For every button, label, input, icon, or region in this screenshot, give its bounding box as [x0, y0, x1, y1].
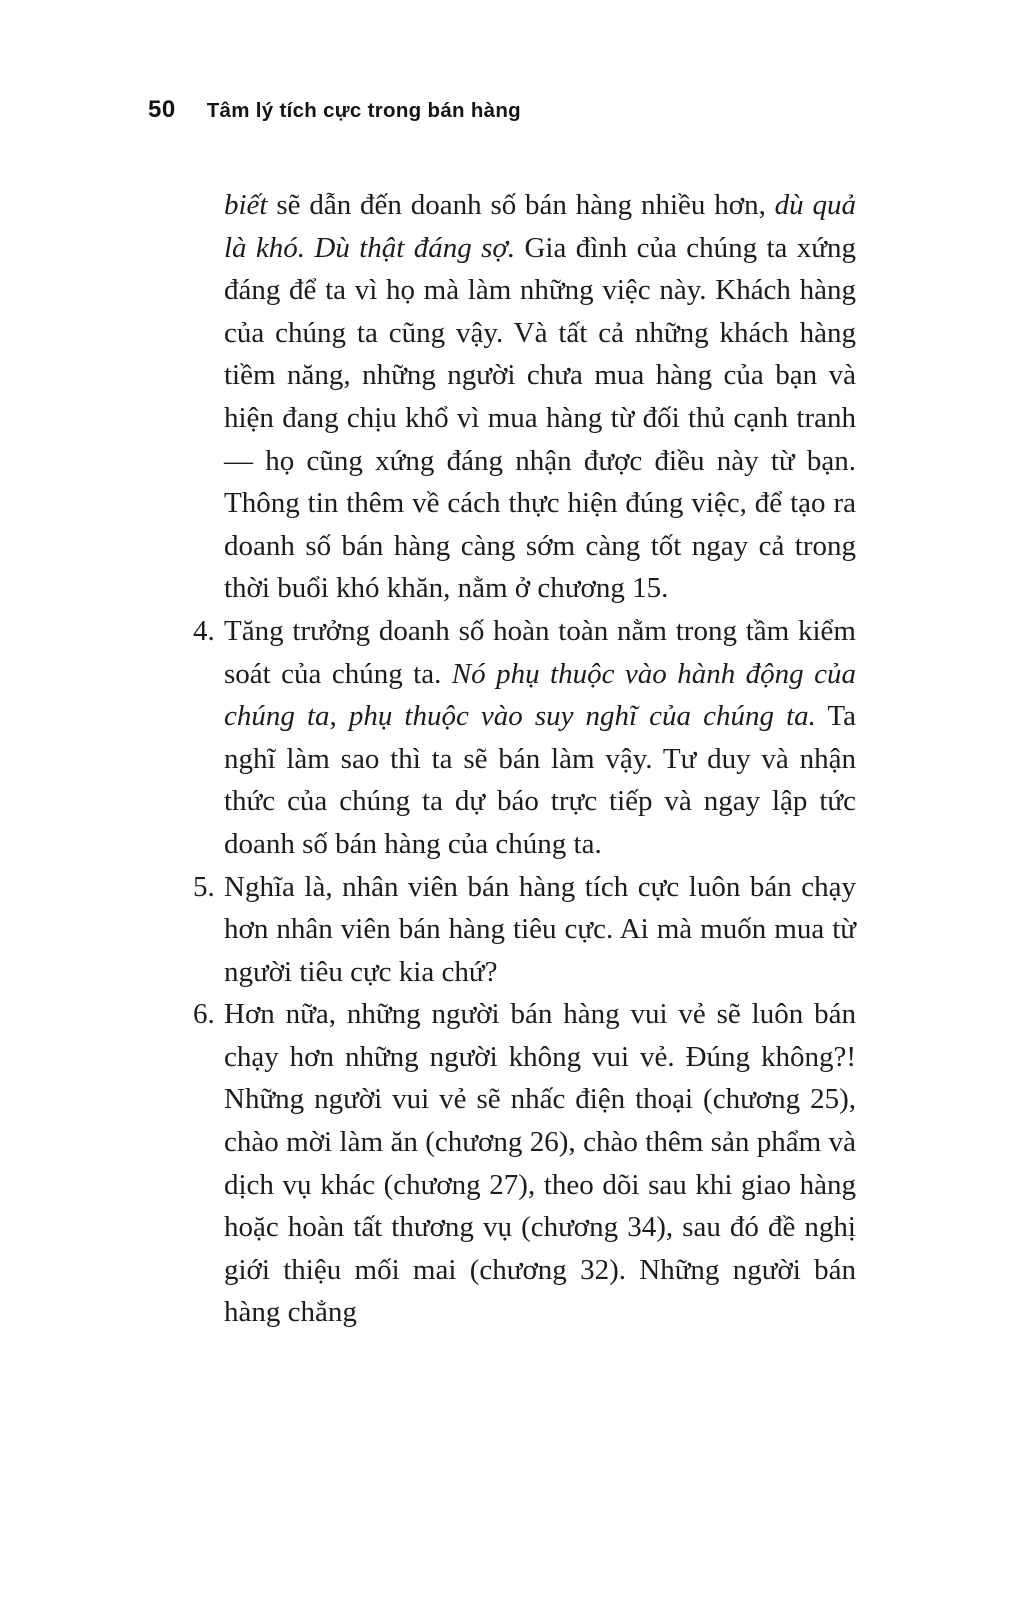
- list-number: 4.: [193, 614, 215, 647]
- paragraph-continuation: [193, 184, 856, 610]
- text-segment: Gia đình của chúng ta xứng đáng để ta vì họ mà làm những việc này. Khách hàng của chúng ta cũng vậy. Và tất cả những khách hàng tiềm năng, những người chưa mua hàng của bạn và hiện đang chịu khổ vì mua hàng từ đối thủ cạnh tranh — họ cũng xứng đáng nhận được điều này từ bạn. Thông tin thêm về cách thực hiện đúng việc, để tạo ra doanh số bán hàng càng sớm càng tốt ngay cả trong thời buổi khó khăn, nằm ở chương 15.: [224, 231, 856, 605]
- list-item-text: [224, 866, 856, 994]
- text-segment-italic: Nó phụ thuộc vào hành động của chúng ta, phụ thuộc vào suy nghĩ của chúng ta.: [224, 657, 856, 733]
- list-item-6: [193, 993, 856, 1334]
- text-segment: Tăng trưởng doanh số hoàn toàn nằm trong tầm kiểm soát của chúng ta.: [224, 614, 856, 690]
- text-segment: sẽ dẫn đến doanh số bán hàng nhiều hơn,: [267, 189, 775, 221]
- text-segment: Hơn nữa, những người bán hàng vui vẻ sẽ luôn bán chạy hơn những người không vui vẻ. Đúng không?! Những người vui vẻ sẽ nhấc điện thoại (chương 25), chào mời làm ăn (chương 26), chào thêm sản phẩm và dịch vụ khác (chương 27), theo dõi sau khi giao hàng hoặc hoàn tất thương vụ (chương 34), sau đó đề nghị giới thiệu mối mai (chương 32). Những người bán hàng chẳng: [224, 998, 856, 1329]
- list-item-text: [224, 993, 856, 1334]
- body-text: [193, 184, 856, 1334]
- text-segment-italic: biết: [224, 189, 268, 221]
- list-number: 5.: [193, 870, 215, 903]
- running-head-title: Tâm lý tích cực trong bán hàng: [206, 99, 522, 122]
- list-number: 6.: [193, 998, 215, 1031]
- text-segment-italic: dù quả là khó. Dù thật đáng sợ.: [224, 189, 856, 264]
- page-number: 50: [148, 96, 176, 123]
- list-item-text: [224, 610, 856, 866]
- page-header: [148, 96, 856, 124]
- text-segment: Ta nghĩ làm sao thì ta sẽ bán làm vậy. Tư duy và nhận thức của chúng ta dự báo trực tiếp và ngay lập tức doanh số bán hàng của chúng ta.: [224, 700, 856, 860]
- text-segment: Nghĩa là, nhân viên bán hàng tích cực luôn bán chạy hơn nhân viên bán hàng tiêu cực. Ai mà muốn mua từ người tiêu cực kia chứ?: [224, 870, 856, 988]
- list-item-4: [193, 610, 856, 866]
- list-item-5: [193, 866, 856, 994]
